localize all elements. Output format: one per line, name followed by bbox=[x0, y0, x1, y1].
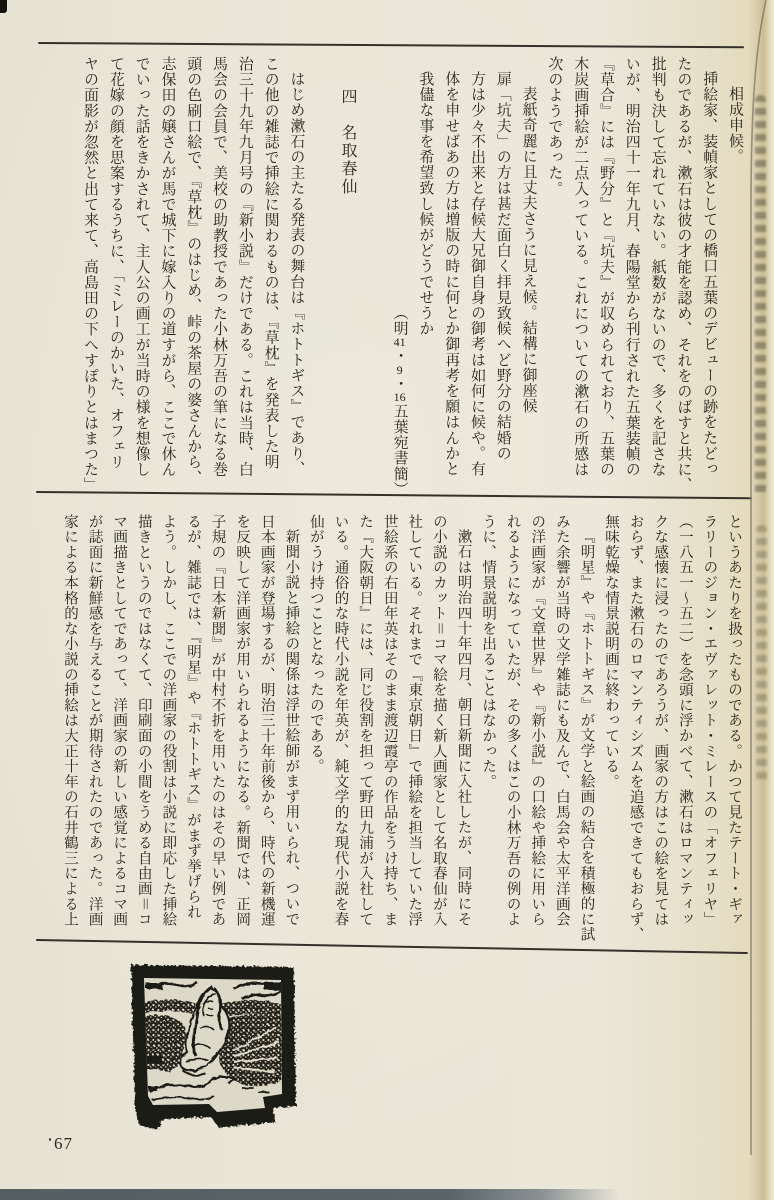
text-column: た『大阪朝日』には、同じ役割を担って野田九浦が入社して bbox=[357, 514, 374, 928]
text-column: 無味乾燥な情景説明画に終わっている。 bbox=[603, 514, 620, 790]
text-column: を反映して洋画家が用いられるようになる。新聞では、正岡 bbox=[234, 514, 251, 928]
scan-shadow-bottom bbox=[0, 1189, 774, 1200]
text-column: おらず、また漱石のロマンティシズムを追感できてもおらず、 bbox=[627, 514, 644, 943]
adjacent-page-text-blur bbox=[755, 95, 766, 495]
text-column: 馬会の会員で、美校の助教授であった小林万吾の筆になる巻 bbox=[211, 56, 228, 478]
text-column: 表紙奇麗に且丈夫さうに見え候。結構に御座候 bbox=[520, 85, 537, 414]
text-column: 扉「坑夫」の方は甚だ面白く拝見致候へど野分の結婚の bbox=[494, 70, 511, 461]
text-column: 我儘な事を希望致し候がどうでせうか bbox=[417, 70, 434, 336]
text-column: 挿絵家、装幀家としての橋口五葉のデビューの跡をたどっ bbox=[701, 70, 718, 477]
text-column: の洋画家が『文章世界』や『新小説』の口絵や挿絵に用いら bbox=[529, 514, 546, 928]
text-column: 『明星』や『ホトトギス』が文学と絵画の結合を積極的に試 bbox=[578, 528, 595, 942]
text-column: 日本画家が登場するが、明治三十年前後から、時代の新機運 bbox=[258, 514, 275, 928]
text-column: 次のようであった。 bbox=[546, 56, 563, 197]
text-column: の小説のカット＝コマ絵を描く新人画家として名取春仙が入 bbox=[430, 514, 447, 928]
text-column: 子規の『日本新聞』が中村不折を用いたのはその早い例であ bbox=[209, 514, 226, 928]
text-column: でいった話をきかされて、主人公の画工が当時の様を想像し bbox=[133, 56, 150, 478]
text-column: 『草合』には『野分』と『坑夫』が収められており、五葉の bbox=[598, 56, 615, 478]
text-column: 家による本格的な小説の挿絵は大正十年の石井鶴三による上 bbox=[61, 514, 78, 928]
text-column: 方は少々不出来と存候大兄御自身の御考は如何に候や。有 bbox=[469, 70, 486, 477]
text-column: いる。通俗的な時代小説を年英が、純文学的な現代小説を春 bbox=[332, 514, 349, 928]
scan-mark-top-left bbox=[0, 0, 7, 13]
text-column: この他の雑誌で挿絵に関わるものは、『草枕』を発表した明 bbox=[262, 56, 279, 470]
section-heading: 四 名取春仙 bbox=[339, 88, 357, 196]
lower-text-block bbox=[52, 514, 746, 948]
text-column: 社している。それまで『東京朝日』で挿絵を担当していた浮 bbox=[406, 514, 423, 928]
text-column: て花嫁の顔を思案するうちに、「ミレーのかいた、オフェリ bbox=[107, 56, 124, 470]
text-column: たのであるが、漱石は彼の才能を認め、それをのばすと共に、 bbox=[675, 56, 692, 493]
citation-line: （明41・9・16五葉宛書簡） bbox=[391, 304, 408, 497]
text-column: 批判も決して忘れていない。紙数がないので、多くを記さな bbox=[649, 56, 666, 478]
text-column: よう。しかし、ここでの洋画家の役割は小説に即応した挿絵 bbox=[160, 514, 177, 928]
text-column: うに、情景説明を出ることはなかった。 bbox=[480, 514, 497, 790]
text-column: 相成申候。 bbox=[727, 85, 743, 164]
upper-text-block bbox=[55, 56, 747, 497]
text-column: ヤの面影が忽然と出て来て、高島田の下へすぽりとはまつた」 bbox=[82, 56, 99, 493]
text-column: ラリーのジョン・エヴァレット・ミレースの「オフェリヤ」 bbox=[701, 514, 718, 928]
text-column: 世絵系の右田年英はそのまま渡辺霞亭の作品をうけ持ち、ま bbox=[381, 514, 398, 928]
text-column: 仙がうけ持つこととなったのである。 bbox=[307, 514, 324, 775]
text-column: というあたりを扱ったものである。かつて見たテート・ギァ bbox=[726, 514, 742, 928]
text-column: 体を申せばあの方は増版の時に何とか御再考を願はんかと bbox=[443, 70, 460, 477]
adjacent-page-text-blur bbox=[756, 525, 767, 785]
text-column: 漱石は明治四十年四月、朝日新聞に入社したが、同時にそ bbox=[455, 528, 472, 927]
text-column: 新聞小説と挿絵の関係は浮世絵師がまず用いられ、ついで bbox=[283, 528, 300, 927]
text-column: みた余響が当時の文学雑誌にも及んで、白馬会や太平洋画会 bbox=[553, 514, 570, 928]
text-column: 描きというのではなくて、印刷面の小間をうめる自由画＝コ bbox=[135, 514, 152, 928]
woodcut-illustration bbox=[122, 958, 304, 1144]
text-column: が誌面に新鮮感を与えることが期待されたのであった。洋画 bbox=[86, 514, 103, 928]
text-column: れるようになっていたが、その多くはこの小林万吾の例のよ bbox=[504, 514, 521, 928]
horizontal-rule-top bbox=[38, 42, 744, 48]
text-column: はじめ漱石の主たる発表の舞台は『ホトトギス』であり、 bbox=[288, 70, 305, 477]
text-column: 木炭画挿絵が二点入っている。これについての漱石の所感は bbox=[572, 56, 589, 478]
text-column: （一八五一～五二）を念頭に浮かべて、漱石はロマンティッ bbox=[676, 514, 693, 928]
text-column: マ画描きとしてであって、洋画家の新しい感覚によるコマ画 bbox=[111, 514, 128, 928]
text-column: るが、雑誌では、『明星』や『ホトトギス』がまず挙げられ bbox=[184, 514, 201, 920]
page-number: 67 bbox=[54, 1134, 73, 1154]
print-speck bbox=[49, 1138, 51, 1141]
text-column: 頭の色刷口絵で、『草枕』のはじめ、峠の茶屋の婆さんから、 bbox=[185, 56, 202, 486]
text-column: いが、明治四十一年九月、春陽堂から刊行された五葉装幀の bbox=[623, 56, 640, 478]
text-column: 志保田の嬢さんが馬で城下に嫁入りの道すがら、ここで休ん bbox=[159, 56, 176, 478]
text-column: クな感懐に浸ったのであろうが、画家の方はこの絵を見ては bbox=[652, 514, 669, 928]
blank-column bbox=[308, 56, 334, 497]
text-column: 治三十九年九月号の『新小説』だけである。これは当時、白 bbox=[236, 56, 253, 478]
blank-column bbox=[360, 56, 386, 497]
